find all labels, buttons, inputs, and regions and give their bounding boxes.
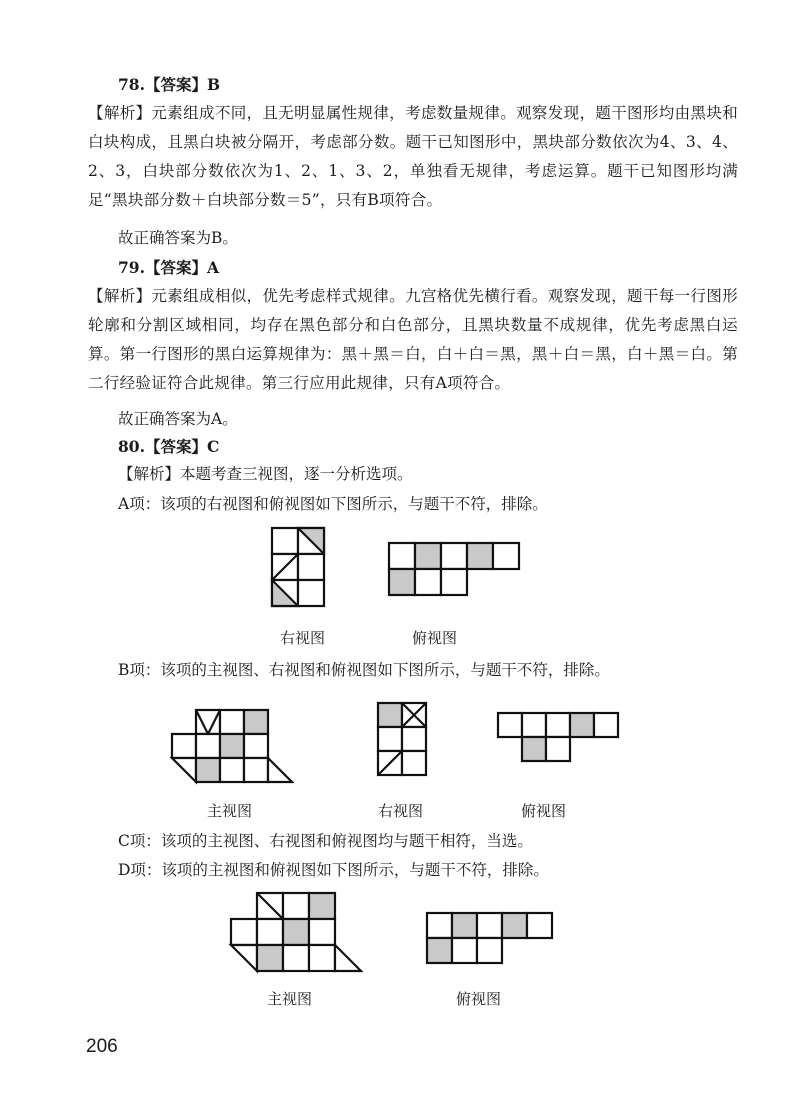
- option-b-right-view-figure: [378, 703, 430, 783]
- option-d-front-view-figure: [231, 893, 365, 975]
- option-b-caption-right-view: 右视图: [378, 802, 424, 820]
- q79-conclusion: 故正确答案为A。: [118, 410, 238, 428]
- option-b-caption-top-view: 俯视图: [521, 802, 567, 820]
- q80-option-d-text: D项：该项的主视图和俯视图如下图所示，与题干不符，排除。: [118, 861, 549, 879]
- option-d-top-view-figure: [427, 913, 557, 971]
- option-a-right-view-figure: [272, 528, 328, 610]
- option-d-caption-top-view: 俯视图: [456, 990, 502, 1008]
- q79-heading: 79.【答案】A: [118, 258, 219, 277]
- q80-heading: 80.【答案】C: [118, 437, 220, 456]
- option-b-front-view-figure: [172, 710, 300, 786]
- q80-option-b-text: B项：该项的主视图、右视图和俯视图如下图所示，与题干不符，排除。: [118, 661, 610, 679]
- q78-analysis: 【解析】元素组成不同，且无明显属性规律，考虑数量规律。观察发现，题干图形均由黑块和白块构成，且黑白块被分隔开，考虑部分数。题干已知图形中，黑块部分数依次为4、3、4、2、3，白块部分数依次为1、2、1、3、2，单独看无规律，考虑运算。题干已知图形均满足“黑块部分数＋白块部分数＝5”，只有B项符合。: [88, 104, 738, 209]
- page-number: 206: [86, 1036, 118, 1057]
- option-a-caption-top-view: 俯视图: [412, 629, 458, 647]
- option-b-top-view-figure: [498, 713, 630, 767]
- option-b-caption-front-view: 主视图: [207, 802, 253, 820]
- option-a-top-view-figure: [389, 543, 523, 601]
- q80-option-a-text: A项：该项的右视图和俯视图如下图所示，与题干不符，排除。: [118, 495, 548, 513]
- q80-analysis: 【解析】本题考查三视图，逐一分析选项。: [118, 465, 413, 483]
- q78-heading: 78.【答案】B: [118, 75, 221, 94]
- q80-option-c-text: C项：该项的主视图、右视图和俯视图均与题干相符，当选。: [118, 832, 533, 850]
- q79-analysis: 【解析】元素组成相似，优先考虑样式规律。九宫格优先横行看。观察发现，题干每一行图形轮廓和分割区域相同，均存在黑色部分和白色部分，且黑块数量不成规律，优先考虑黑白运算。第一行图形的黑白运算规律为：黑＋黑＝白，白＋白＝黑，黑＋白＝黑，白＋黑＝白。第二行经验证符合此规律。第三行应用此规律，只有A项符合。: [88, 287, 738, 392]
- option-d-caption-front-view: 主视图: [267, 990, 313, 1008]
- q78-conclusion: 故正确答案为B。: [118, 229, 238, 247]
- option-a-caption-right-view: 右视图: [280, 629, 326, 647]
